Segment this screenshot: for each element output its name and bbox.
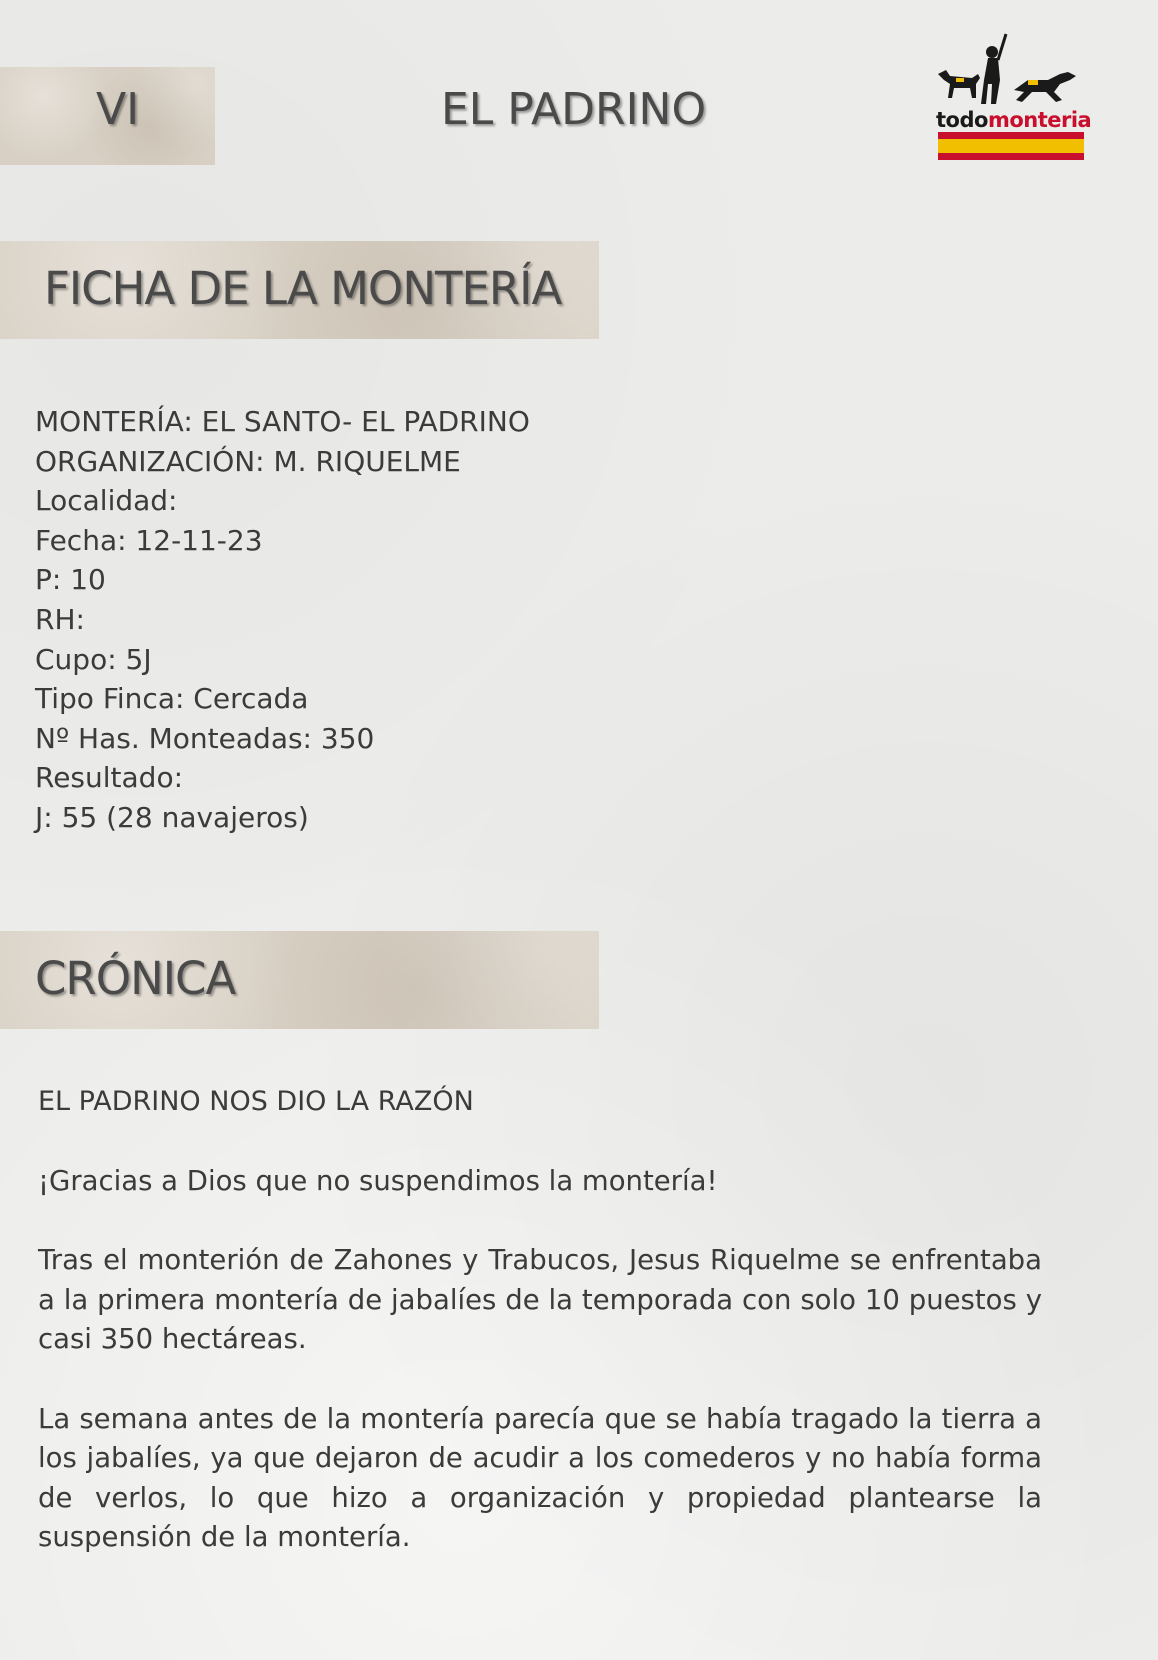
field-resultado: Resultado: [35, 761, 184, 795]
field-monteria: MONTERÍA: EL SANTO- EL PADRINO [35, 405, 530, 438]
chronicle-body [38, 1082, 1042, 1598]
todomonteria-logo [936, 30, 1092, 162]
field-fecha: Fecha: 12-11-23 [35, 523, 263, 557]
hunter-dogs-icon [936, 30, 1086, 108]
field-tipo-finca: Tipo Finca: Cercada [35, 682, 309, 716]
page-title: EL PADRINO [441, 84, 707, 135]
chapter-number: VI [96, 84, 140, 135]
field-localidad: Localidad: [35, 484, 178, 518]
spain-flag-icon [938, 132, 1084, 160]
field-cupo: Cupo: 5J [35, 642, 152, 676]
field-jabalies: J: 55 (28 navajeros) [35, 800, 309, 834]
chronicle-paragraph: ¡Gracias a Dios que no suspendimos la montería! [38, 1164, 718, 1197]
chronicle-heading: EL PADRINO NOS DIO LA RAZÓN [38, 1086, 474, 1117]
chronicle-paragraph: La semana antes de la montería parecía que se había tragado la tierra a los jabalíes, ya que dejaron de acudir a los comederos y no había forma de verlos, lo que hizo a organización y propiedad plantearse la suspensión de la montería. [38, 1402, 1042, 1553]
cronica-title: CRÓNICA [35, 952, 236, 1005]
field-organizacion: ORGANIZACIÓN: M. RIQUELME [35, 444, 461, 478]
logo-wordmark: todomonteria [936, 108, 1092, 132]
field-rh: RH: [35, 602, 85, 636]
field-hectareas: Nº Has. Monteadas: 350 [35, 721, 375, 755]
ficha-fields-list [35, 402, 530, 838]
field-puestos: P: 10 [35, 563, 106, 597]
chronicle-paragraph: Tras el monterión de Zahones y Trabucos, Jesus Riquelme se enfrentaba a la primera montería de jabalíes de la temporada con solo 10 puestos y casi 350 hectáreas. [38, 1244, 1042, 1355]
ficha-title: FICHA DE LA MONTERÍA [44, 262, 562, 315]
